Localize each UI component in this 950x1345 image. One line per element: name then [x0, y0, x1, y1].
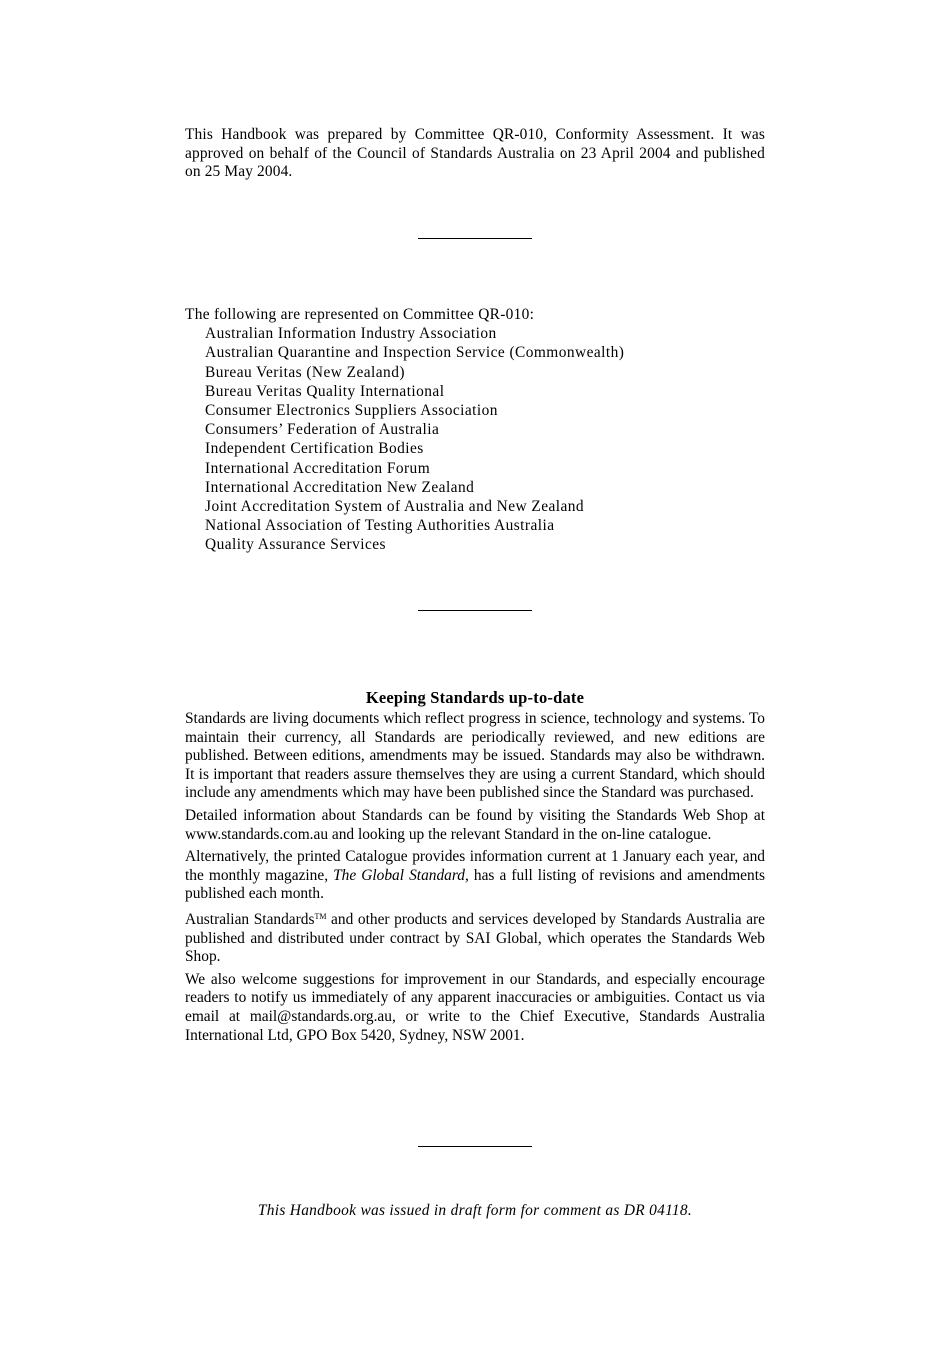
committee-member: Consumers’ Federation of Australia — [205, 421, 440, 439]
committee-member: Australian Information Industry Association — [205, 325, 497, 343]
section-divider — [418, 1146, 532, 1147]
keeping-standards-section — [185, 688, 765, 1045]
paragraph-sai-global — [185, 908, 765, 967]
trademark-symbol: TM — [314, 911, 327, 921]
section-divider — [418, 610, 532, 611]
sai-text: Australian Standards — [185, 910, 315, 928]
sai-text-end: and other products and services developed by Standards Australia are published and distributed under contract by SAI Global, which operates the Standards Web Shop. — [185, 910, 765, 966]
magazine-title: The Global Standard — [333, 866, 465, 884]
committee-intro: The following are represented on Committee QR-010: — [185, 306, 535, 323]
paragraph-web-shop: Detailed information about Standards can be found by visiting the Standards Web Shop at www.standards.com.au and looking up the relevant Standard in the on-line catalogue. — [185, 806, 765, 843]
prepared-statement: This Handbook was prepared by Committee QR-010, Conformity Assessment. It was approved on behalf of the Council of Standards Australia on 23 April 2004 and published on 25 May 2004. — [185, 126, 765, 181]
committee-member: Bureau Veritas Quality International — [205, 382, 445, 400]
committee-member: Australian Quarantine and Inspection Service (Commonwealth) — [205, 344, 625, 362]
committee-section — [185, 305, 765, 555]
committee-member-list — [185, 324, 765, 554]
draft-note: This Handbook was issued in draft form for comment as DR 04118. — [257, 1202, 693, 1219]
paragraph-suggestions: We also welcome suggestions for improvement in our Standards, and especially encourage readers to notify us immediately of any apparent inaccuracies or ambiguities. Contact us via email at mail@standards.org.au, or write to the Chief Executive, Standards Australia International Ltd, GPO Box 5420, Sydney, NSW 2001. — [185, 970, 765, 1044]
catalogue-text: Alternatively, the printed Catalogue provides information current at 1 January each year, and the monthly magazine, — [185, 848, 765, 884]
committee-member: Independent Certification Bodies — [205, 440, 424, 458]
paragraph-catalogue — [185, 848, 765, 904]
committee-member: International Accreditation New Zealand — [205, 478, 475, 496]
paragraph-living-documents: Standards are living documents which reflect progress in science, technology and systems. To maintain their currency, all Standards are periodically reviewed, and new editions are published. Between editions, amendments may be issued. Standards may also be withdrawn. It is important that readers assure themselves they are using a current Standard, which should include any amendments which may have been published since the Standard was purchased. — [185, 710, 765, 802]
catalogue-text-end: , has a full listing of revisions and amendments published each month. — [185, 866, 765, 903]
committee-member: Quality Assurance Services — [205, 536, 386, 554]
committee-member: International Accreditation Forum — [205, 459, 431, 477]
section-divider — [418, 238, 532, 239]
committee-member: National Association of Testing Authorities Australia — [205, 517, 555, 535]
section-heading: Keeping Standards up-to-date — [365, 688, 585, 707]
committee-member: Consumer Electronics Suppliers Association — [205, 402, 498, 420]
committee-member: Joint Accreditation System of Australia and New Zealand — [205, 498, 585, 516]
committee-member: Bureau Veritas (New Zealand) — [205, 363, 405, 381]
